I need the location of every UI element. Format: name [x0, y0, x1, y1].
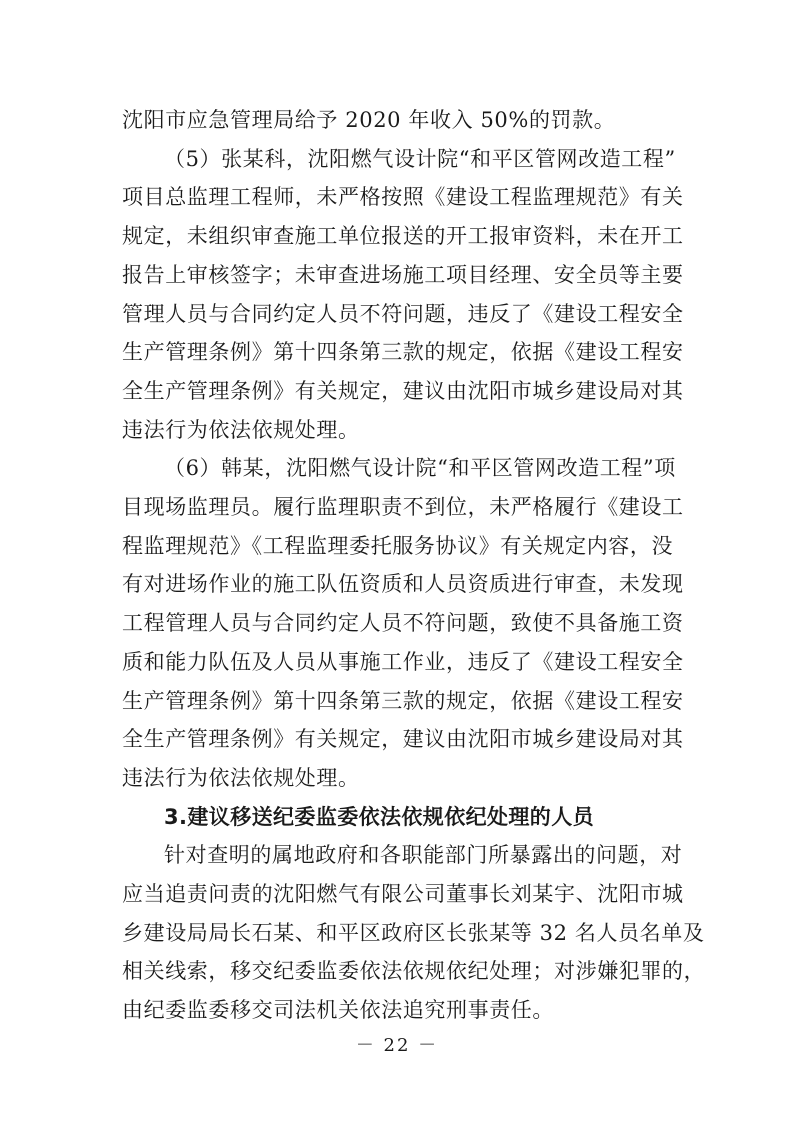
text-line: 生产管理条例》第十四条第三款的规定，依据《建设工程安 — [122, 688, 684, 713]
text-line: 乡建设局局长石某、和平区政府区长张某等 32 名人员名单及 — [122, 920, 705, 945]
paragraph-5-start: （5）张某科，沈阳燃气设计院“和平区管网改造工程” — [164, 146, 676, 171]
text-line: 规定，未组织审查施工单位报送的开工报审资料，未在开工 — [122, 224, 684, 249]
page-number: － 22 － — [355, 1035, 439, 1056]
text-line: 全生产管理条例》有关规定，建议由沈阳市城乡建设局对其 — [122, 727, 684, 752]
text-line: 相关线索，移交纪委监委依法依规依纪处理；对涉嫌犯罪的， — [122, 959, 706, 984]
text-line: 全生产管理条例》有关规定，建议由沈阳市城乡建设局对其 — [122, 378, 684, 403]
text-line: 沈阳市应急管理局给予 2020 年收入 50%的罚款。 — [122, 108, 616, 132]
text-line: 项目总监理工程师，未严格按照《建设工程监理规范》有关 — [122, 185, 684, 210]
paragraph-6-start: （6）韩某，沈阳燃气设计院“和平区管网改造工程”项 — [164, 456, 676, 481]
text-line: 由纪委监委移交司法机关依法追究刑事责任。 — [122, 998, 554, 1023]
text-line: 生产管理条例》第十四条第三款的规定，依据《建设工程安 — [122, 340, 684, 365]
text-line: 应当追责问责的沈阳燃气有限公司董事长刘某宇、沈阳市城 — [122, 882, 684, 906]
text-line: 违法行为依法依规处理。 — [122, 417, 360, 442]
text-line: 工程管理人员与合同约定人员不符问题，致使不具备施工资 — [122, 611, 684, 636]
text-line: 管理人员与合同约定人员不符问题，违反了《建设工程安全 — [122, 301, 684, 326]
text-line: 目现场监理员。履行监理职责不到位，未严格履行《建设工 — [122, 495, 684, 519]
text-line: 报告上审核签字；未审查进场施工项目经理、安全员等主要 — [122, 262, 684, 287]
text-line: 质和能力队伍及人员从事施工作业，违反了《建设工程安全 — [122, 649, 684, 674]
text-line: 程监理规范》《工程监理委托服务协议》有关规定内容，没 — [122, 533, 674, 558]
paragraph-start: 针对查明的属地政府和各职能部门所暴露出的问题，对 — [164, 843, 683, 868]
section-heading: 3.建议移送纪委监委依法依规依纪处理的人员 — [164, 804, 594, 829]
text-line: 违法行为依法依规处理。 — [122, 765, 360, 790]
text-line: 有对进场作业的施工队伍资质和人员资质进行审查，未发现 — [122, 572, 684, 597]
